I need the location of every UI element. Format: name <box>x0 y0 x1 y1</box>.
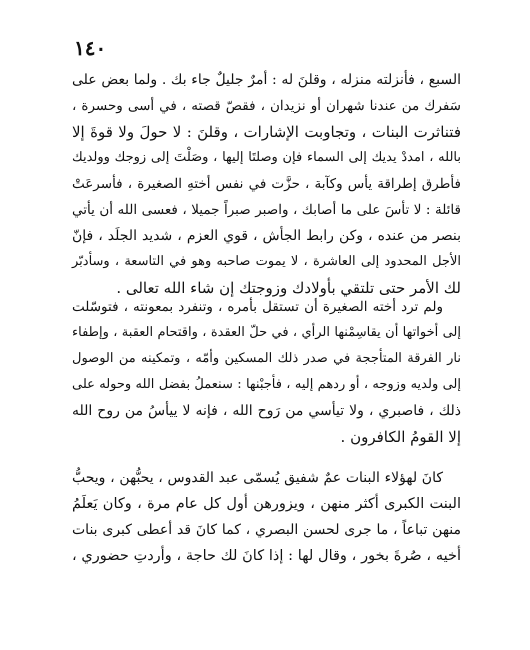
text-line: إلى أخواتها أن يقاسِمْنها الرأي ، في حلّ العقدة ، واقتحام العقبة ، وإطفاء <box>72 325 461 340</box>
paragraph-2 <box>72 294 461 450</box>
text-line: سَفرك من عندنا شهران أو نزيدان ، فقصّ قصته ، في أسى وحسرة ، <box>72 98 461 114</box>
text-line: كانَ لهؤلاء البنات عمٌ شفيق يُسمّى عبد القدوس ، يحبُّهن ، ويحبُّ <box>72 470 444 486</box>
text-line: ولم ترد أخته الصغيرة أن تستقل بأمره ، وتنفرد بمعونته ، فتوسّلت <box>72 299 443 315</box>
text-line: البنت الكبرى أكثر منهن ، ويزورهن أول كل عام مرة ، وكان يَعلَمُ <box>72 496 461 512</box>
text-line: لك الأمر حتى تلتقي بأولادك وزوجتك إن شاء الله تعالى . <box>116 279 461 297</box>
text-line: أخيه ، صُرةَ بخور ، وقال لها : إذا كانَ لك حاجة ، وأردتِ حضوري ، <box>72 548 461 564</box>
text-line: نار الفرقة المتأججة في صدر ذلك المسكين وأمّه ، وتمكينه من الوصول <box>72 351 461 366</box>
text-line: ذلك ، فاصبري ، ولا تيأسي من رَوح الله ، فإنه لا ييأسُ من روح الله <box>72 403 461 419</box>
page-number: ١٤٠ <box>74 36 107 60</box>
text-line: الأجل المحدود إلى العاشرة ، لا يموت صاحبه وهو في التاسعة ، وسأدبّر <box>72 254 461 269</box>
text-line: إلى ولديه وزوجه ، أو ردهم إليه ، فأجبْنها : سنعملُ بفضل الله وحوله على <box>72 377 461 392</box>
text-line: بنصر من عنده ، وكن رابط الجأش ، قوي العزم ، شديد الجلَد ، فإنّ <box>72 228 461 244</box>
text-line: السبع ، فأنزلته منزله ، وقلنَ له : أمرٌ جليلٌ جاء بك . ولما بعض على <box>72 72 461 88</box>
text-line: فأطرق إطراقة يأس وكآبة ، حزَّت في نفس أختهِ الصغيرة ، فأسرعَتْ <box>72 176 461 192</box>
text-line: بالله ، امددْ يديك إلى السماء فإن وصلتَا إليها ، وصَلْتَ إلى زوجك وولديك <box>72 150 461 165</box>
text-line: قائلة : لا تأسَ على ما أصابك ، واصبر صبراً جميلا ، فعسى الله أن يأتي <box>72 202 461 218</box>
text-line: منهن تباعاً ، ما جرى لحسن البصري ، كما كانَ قد أعطى كبرى بنات <box>72 522 461 538</box>
paragraph-1 <box>72 67 461 301</box>
paragraph-3 <box>72 465 461 569</box>
text-line: فتناثرت البنات ، وتجاوبت الإشارات ، وقلنَ : لا حولَ ولا قوةَ إلا <box>72 123 461 141</box>
text-line: إلا القومُ الكافرون . <box>340 428 461 446</box>
